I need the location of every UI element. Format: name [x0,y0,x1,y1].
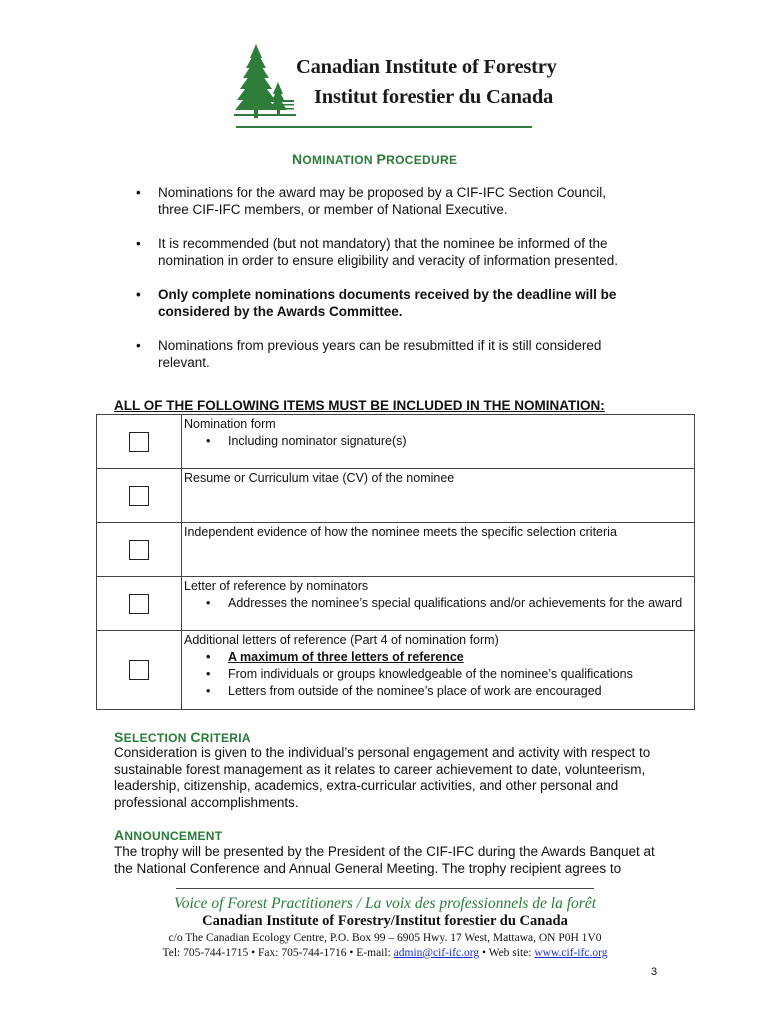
logo-name-english: Canadian Institute of Forestry [296,56,557,78]
evidence-checkbox[interactable] [129,540,149,560]
list-item: • Including nominator signature(s) [184,433,688,450]
list-item: • From individuals or groups knowledgeable of the nominee’s qualifications [184,666,688,683]
footer-divider [176,888,594,889]
list-item: • Nominations from previous years can be resubmitted if it is still considered relevant. [136,337,636,371]
list-item: • A maximum of three letters of reference [184,649,688,666]
checklist-row [97,415,694,468]
reference-letter-checkbox[interactable] [129,594,149,614]
required-items-heading: ALL OF THE FOLLOWING ITEMS MUST BE INCLUDED IN THE NOMINATION: [114,398,605,413]
list-item: • It is recommended (but not mandatory) that the nominee be informed of the nomination in order to ensure eligibility and veracity of information presented. [136,235,636,269]
nomination-procedure-heading: NOMINATION PROCEDURE [292,151,458,167]
cif-logo [234,44,557,120]
selection-criteria-heading: SELECTION CRITERIA [114,729,251,745]
tree-logo-icon [234,44,296,120]
additional-letters-checkbox[interactable] [129,660,149,680]
checklist-item-label: Letter of reference by nominators [184,579,369,593]
email-link[interactable]: admin@cif-ifc.org [393,947,480,959]
selection-criteria-text: Consideration is given to the individual’s personal engagement and activity with respect to sustainable forest management as it relates to career achievement to date, volunteerism, leadership, citizenship, academics, extra-curricular activities, and other personal and professional accomplishments. [114,745,651,810]
header-divider [236,126,532,128]
announcement-heading: ANNOUNCEMENT [114,827,223,843]
list-item: • Nominations for the award may be proposed by a CIF-IFC Section Council, three CIF-IFC members, or member of National Executive. [136,184,636,218]
footer-tagline: Voice of Forest Practitioners / La voix des professionnels de la forêt [173,895,597,912]
required-items-checklist [96,414,695,710]
checklist-item-label: Additional letters of reference (Part 4 of nomination form) [184,633,499,647]
checklist-item-label: Independent evidence of how the nominee meets the specific selection criteria [184,525,617,539]
nomination-form-checkbox[interactable] [129,432,149,452]
list-item: • Letters from outside of the nominee’s place of work are encouraged [184,683,688,700]
footer-address: c/o The Canadian Ecology Centre, P.O. Box 99 – 6905 Hwy. 17 West, Mattawa, ON P0H 1V0 [168,932,602,944]
footer-organization: Canadian Institute of Forestry/Institut forestier du Canada [202,913,568,929]
nomination-procedure-list [136,184,636,388]
resume-checkbox[interactable] [129,486,149,506]
checklist-row [97,468,694,522]
checklist-item-label: Resume or Curriculum vitae (CV) of the nominee [184,471,455,485]
checklist-row [97,522,694,576]
list-item: • Addresses the nominee’s special qualifications and/or achievements for the award [184,595,688,612]
website-link[interactable]: www.cif-ifc.org [534,947,608,959]
checklist-row [97,576,694,630]
logo-name-french: Institut forestier du Canada [314,86,554,108]
checklist-item-label: Nomination form [184,417,276,431]
list-item: • Only complete nominations documents received by the deadline will be considered by the Awards Committee. [136,286,636,320]
announcement-text: The trophy will be presented by the President of the CIF-IFC during the Awards Banquet at the National Conference and Annual General Meeting. The trophy recipient agrees to [114,844,655,876]
page-number: 3 [651,966,658,978]
footer-contact: Tel: 705-744-1715 • Fax: 705-744-1716 • E-mail: admin@cif-ifc.org • Web site: www.cif-ifc.org [162,947,608,959]
checklist-row [97,630,694,709]
